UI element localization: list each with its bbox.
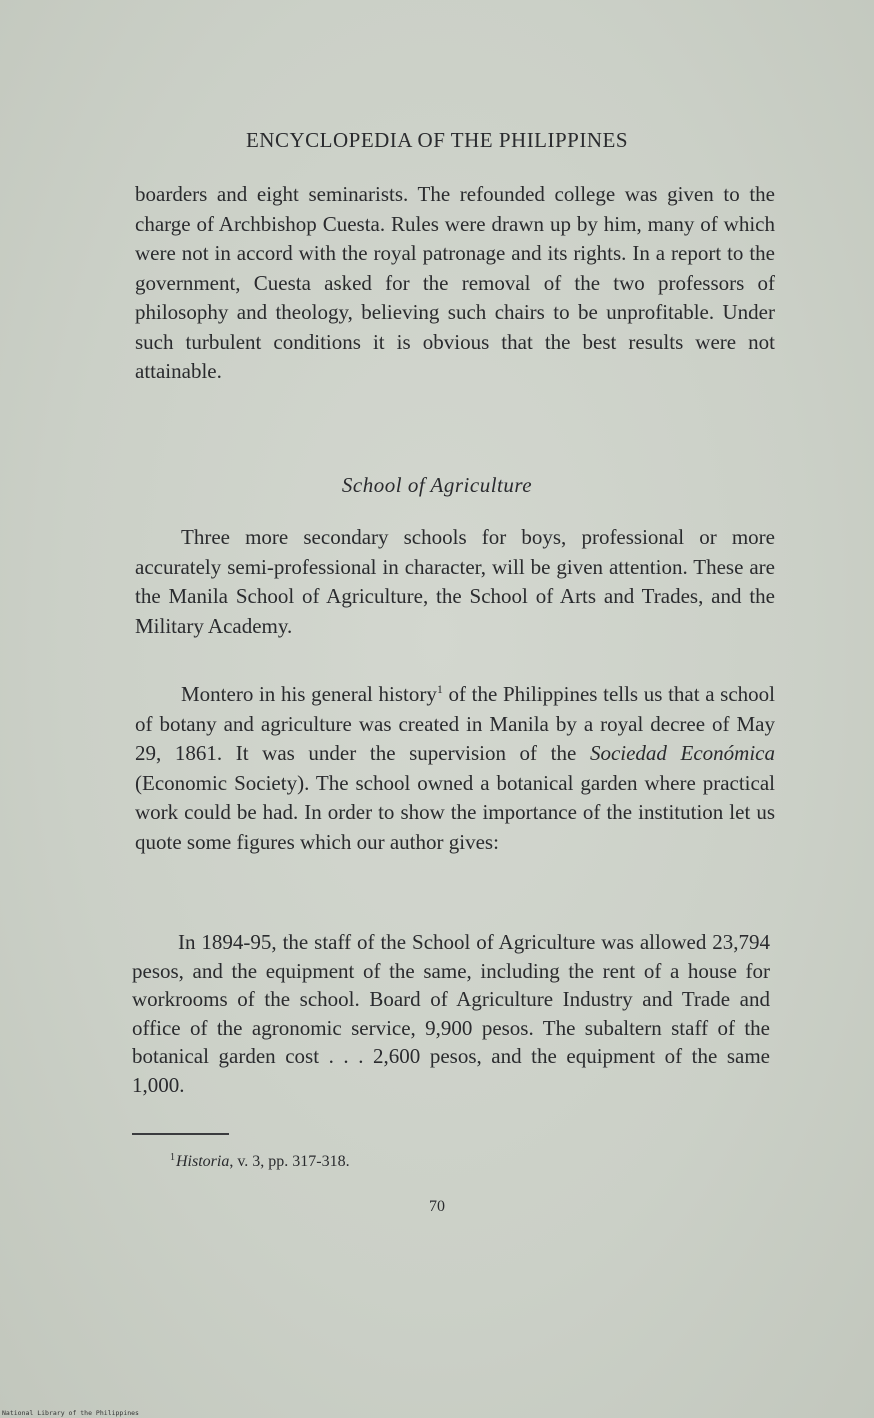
paragraph-3 — [135, 675, 775, 857]
footnote-reference: 1 — [436, 682, 443, 696]
paragraph-3-text-c: (Economic Society). The school owned a botanical garden where practical work could be had. In order to show the importance of the institution let us quote some figures which our author gives: — [135, 770, 775, 854]
footnote-mark: 1 — [170, 1152, 175, 1163]
italic-term: Sociedad Económica — [589, 741, 775, 765]
quotation-block: In 1894-95, the staff of the School of Agriculture was allowed 23,794 pesos, and the equipment of the same, including the rent of a house for workrooms of the school. Board of Agriculture Industry and Trade and office of the agronomic service, 9,900 pesos. The subaltern staff of the botanical garden cost . . . 2,600 pesos, and the equipment of the same 1,000. — [132, 930, 770, 1097]
footnote-title: Historia — [176, 1153, 230, 1170]
paragraph-2: Three more secondary schools for boys, professional or more accurately semi-professional in character, will be given attention. These are the Manila School of Agriculture, the School of Arts and Trades, and the Military Academy. — [135, 525, 775, 638]
paragraph-3-text-a: Montero in his general history — [181, 682, 437, 706]
footnote-citation: , v. 3, pp. 317-318. — [229, 1153, 350, 1170]
footnote-rule — [132, 1133, 229, 1135]
page-number: 70 — [429, 1198, 445, 1215]
running-head: ENCYCLOPEDIA OF THE PHILIPPINES — [245, 128, 629, 152]
paragraph-3-text-b: of the Philippines tells us that a school of botany and agriculture was created in Manila by a royal decree of May 29, 1861. It was under the supervision of the — [135, 682, 775, 765]
paragraph-1: boarders and eight seminarists. The refounded college was given to the charge of Archbishop Cuesta. Rules were drawn up by him, many of which were not in accord with the royal patronage and its rights. In a report to the government, Cuesta asked for the removal of the two professors of philosophy and theology, believing such chairs to be unprofitable. Under such turbulent conditions it is obvious that the best results were not attainable. — [135, 182, 775, 383]
section-heading: School of Agriculture — [341, 473, 533, 497]
library-credit: National Library of the Philippines — [2, 1409, 139, 1417]
footnote — [170, 1152, 350, 1171]
